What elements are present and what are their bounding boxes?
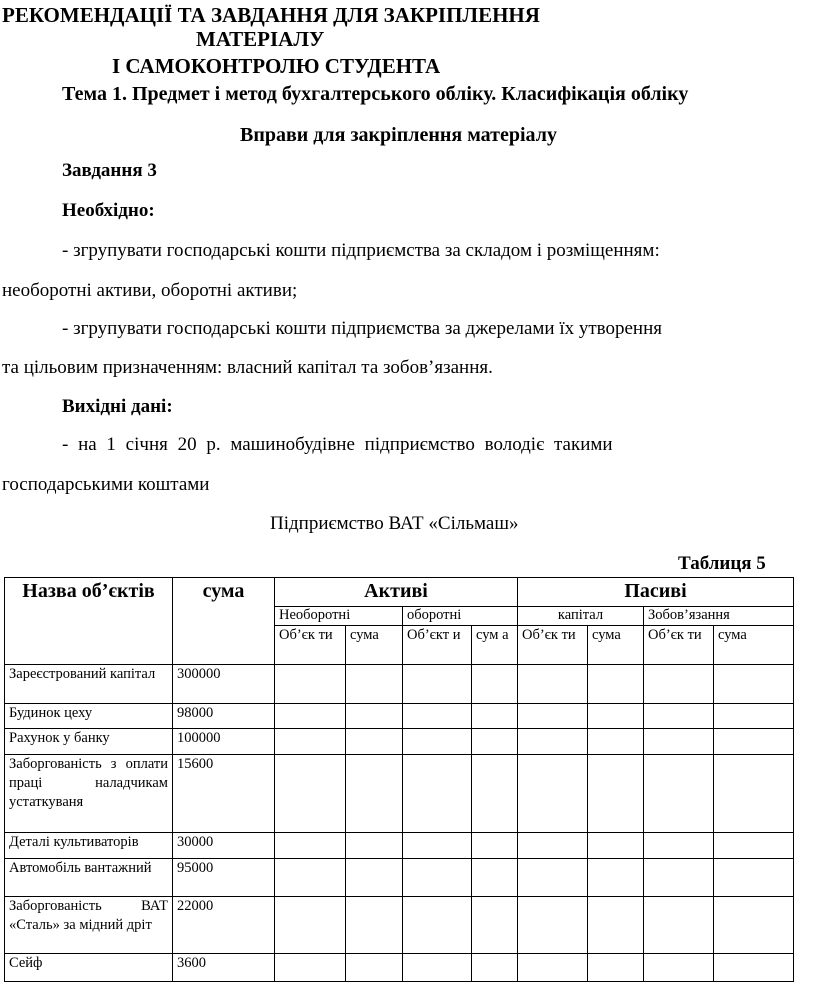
empty-cell: [275, 954, 346, 982]
table-row: [5, 755, 794, 833]
row-sum: 300000: [173, 665, 275, 704]
heading-line3: І САМОКОНТРОЛЮ СТУДЕНТА: [112, 54, 441, 78]
empty-cell: [403, 665, 472, 704]
table-caption: Таблиця 5: [678, 553, 766, 574]
empty-cell: [472, 954, 518, 982]
empty-cell: [472, 665, 518, 704]
header-sum-current: сум а: [472, 626, 518, 665]
table-row: [5, 897, 794, 954]
empty-cell: [714, 704, 794, 729]
header-objects-current: Об’єкт и: [403, 626, 472, 665]
header-current: оборотні: [403, 607, 518, 626]
empty-cell: [472, 897, 518, 954]
empty-cell: [644, 833, 714, 859]
empty-cell: [403, 704, 472, 729]
table-row: [5, 665, 794, 704]
empty-cell: [472, 755, 518, 833]
empty-cell: [588, 954, 644, 982]
row-sum: 22000: [173, 897, 275, 954]
empty-cell: [346, 859, 403, 897]
empty-cell: [275, 833, 346, 859]
empty-cell: [346, 755, 403, 833]
empty-cell: [518, 897, 588, 954]
company-name: Підприємство ВАТ «Сільмаш»: [270, 513, 519, 534]
empty-cell: [518, 954, 588, 982]
empty-cell: [472, 833, 518, 859]
empty-cell: [644, 954, 714, 982]
empty-cell: [588, 755, 644, 833]
header-sum-obligations: сума: [714, 626, 794, 665]
empty-cell: [714, 897, 794, 954]
heading-line2: МАТЕРІАЛУ: [196, 27, 325, 51]
empty-cell: [714, 859, 794, 897]
empty-cell: [518, 704, 588, 729]
row-name: Заборгованість ВАТ «Сталь» за мідний дріт: [5, 897, 173, 954]
input-line2: господарськими коштами: [2, 474, 210, 495]
empty-cell: [346, 954, 403, 982]
table-row: [5, 833, 794, 859]
row-name: Деталі культиваторів: [5, 833, 173, 859]
empty-cell: [644, 897, 714, 954]
empty-cell: [346, 897, 403, 954]
row-name: Автомобіль вантажний: [5, 859, 173, 897]
row-name: Будинок цеху: [5, 704, 173, 729]
empty-cell: [588, 897, 644, 954]
row-name: Зареєстрований капітал: [5, 665, 173, 704]
empty-cell: [588, 729, 644, 755]
empty-cell: [275, 859, 346, 897]
header-sum-noncurrent: сума: [346, 626, 403, 665]
empty-cell: [714, 755, 794, 833]
empty-cell: [518, 859, 588, 897]
topic-title: Тема 1. Предмет і метод бухгалтерського обліку. Класифікація обліку: [62, 83, 689, 105]
empty-cell: [518, 755, 588, 833]
item2-line1: - згрупувати господарські кошти підприємства за джерелами їх утворення: [62, 318, 663, 339]
empty-cell: [472, 859, 518, 897]
header-assets: Активі: [275, 578, 518, 607]
item1-line2: необоротні активи, оборотні активи;: [2, 280, 298, 301]
header-objects-obligations: Об’єк ти: [644, 626, 714, 665]
header-sum-capital: сума: [588, 626, 644, 665]
item2-line2: та цільовим призначенням: власний капітал та зобов’язання.: [2, 357, 493, 378]
table-row: [5, 704, 794, 729]
empty-cell: [714, 833, 794, 859]
empty-cell: [346, 665, 403, 704]
empty-cell: [403, 954, 472, 982]
header-objects-noncurrent: Об’єк ти: [275, 626, 346, 665]
empty-cell: [644, 704, 714, 729]
empty-cell: [403, 755, 472, 833]
row-sum: 15600: [173, 755, 275, 833]
input-line1: - на 1 січня 20 р. машинобудівне підприємство володіє такими: [62, 434, 613, 455]
row-name: Заборгованість з оплати праці наладчикам устаткуваня: [5, 755, 173, 833]
table-row: [5, 954, 794, 982]
empty-cell: [403, 833, 472, 859]
empty-cell: [644, 755, 714, 833]
row-name: Сейф: [5, 954, 173, 982]
empty-cell: [275, 665, 346, 704]
item1-line1: - згрупувати господарські кошти підприємства за складом і розміщенням:: [62, 240, 660, 261]
empty-cell: [346, 833, 403, 859]
header-sum: сума: [173, 578, 275, 665]
empty-cell: [403, 859, 472, 897]
header-objects-capital: Об’єк ти: [518, 626, 588, 665]
empty-cell: [714, 954, 794, 982]
header-name: Назва об’єктів: [5, 578, 173, 665]
assets-liabilities-table: [4, 577, 794, 982]
empty-cell: [275, 897, 346, 954]
table-row: [5, 859, 794, 897]
empty-cell: [588, 833, 644, 859]
empty-cell: [472, 704, 518, 729]
row-sum: 95000: [173, 859, 275, 897]
empty-cell: [644, 859, 714, 897]
empty-cell: [518, 729, 588, 755]
input-label: Вихідні дані:: [62, 396, 173, 417]
row-sum: 30000: [173, 833, 275, 859]
empty-cell: [714, 729, 794, 755]
empty-cell: [644, 665, 714, 704]
empty-cell: [518, 665, 588, 704]
empty-cell: [403, 897, 472, 954]
exercises-title: Вправи для закріплення матеріалу: [240, 124, 557, 146]
empty-cell: [275, 729, 346, 755]
empty-cell: [275, 755, 346, 833]
empty-cell: [588, 665, 644, 704]
empty-cell: [644, 729, 714, 755]
header-liabilities: Пасиві: [518, 578, 794, 607]
row-sum: 98000: [173, 704, 275, 729]
empty-cell: [714, 665, 794, 704]
empty-cell: [346, 704, 403, 729]
empty-cell: [346, 729, 403, 755]
required-label: Необхідно:: [62, 200, 155, 221]
empty-cell: [472, 729, 518, 755]
row-name: Рахунок у банку: [5, 729, 173, 755]
header-obligations: Зобов’язання: [644, 607, 794, 626]
empty-cell: [588, 859, 644, 897]
header-noncurrent: Необоротні: [275, 607, 403, 626]
empty-cell: [518, 833, 588, 859]
row-sum: 3600: [173, 954, 275, 982]
header-capital: капітал: [518, 607, 644, 626]
table-row: [5, 729, 794, 755]
empty-cell: [588, 704, 644, 729]
row-sum: 100000: [173, 729, 275, 755]
task-title: Завдання 3: [62, 160, 157, 181]
empty-cell: [403, 729, 472, 755]
heading-line1: РЕКОМЕНДАЦІЇ ТА ЗАВДАННЯ ДЛЯ ЗАКРІПЛЕННЯ: [2, 3, 540, 27]
empty-cell: [275, 704, 346, 729]
